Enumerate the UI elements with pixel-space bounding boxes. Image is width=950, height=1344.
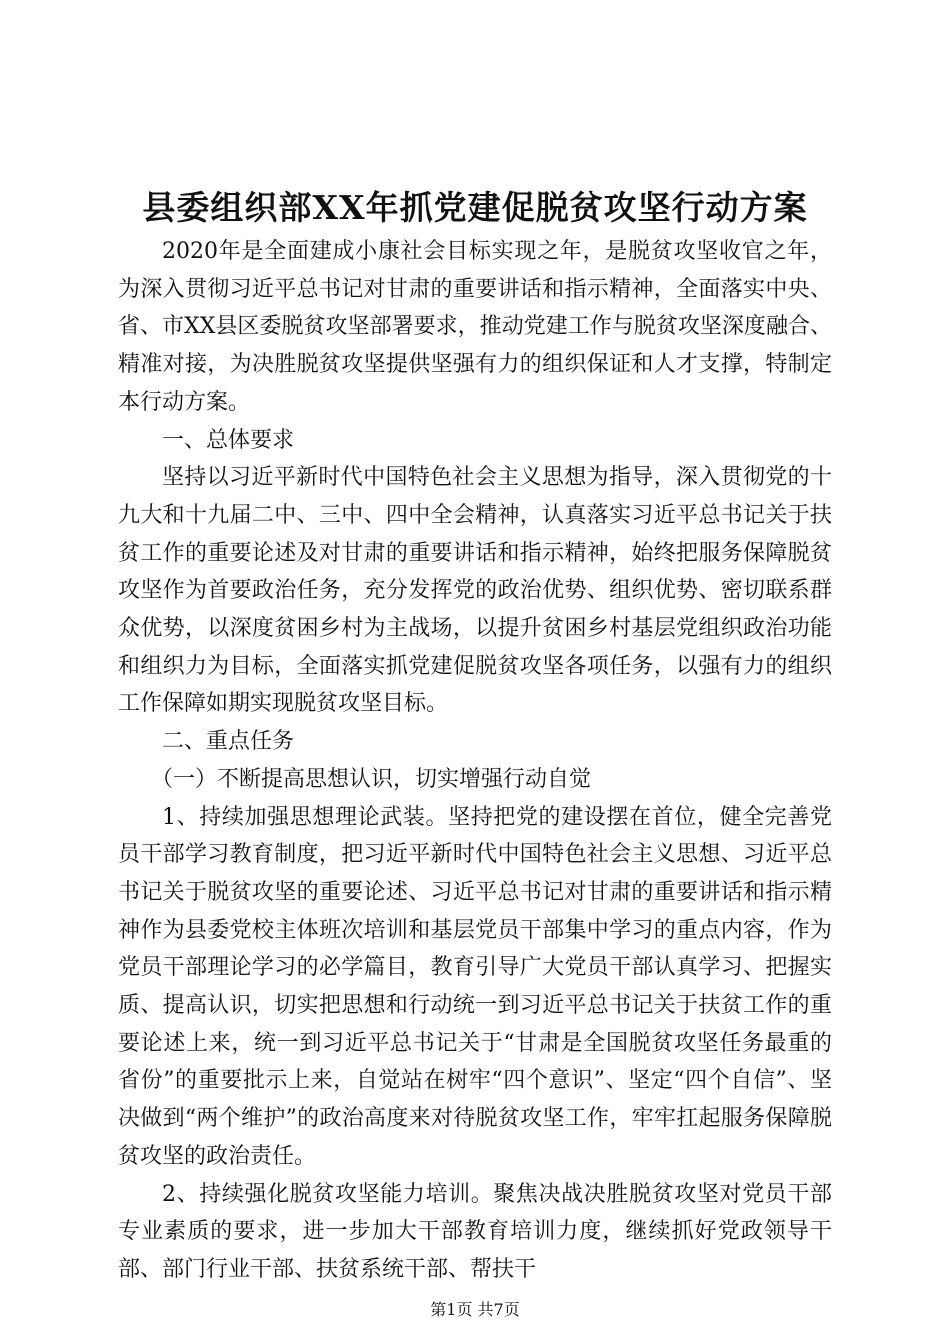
- section-heading-general-requirements: 一、总体要求: [162, 427, 295, 453]
- intro-paragraph: 2020年是全面建成小康社会目标实现之年，是脱贫攻坚收官之年，为深入贯彻习近平总书记对甘肃的重要讲话和指示精神，全面落实中央、省、市XX县区委脱贫攻坚部署要求，推动党建工作与脱贫攻坚深度融合、精准对接，为决胜脱贫攻坚提供坚强有力的组织保证和人才支撑，特制定本行动方案。: [118, 239, 832, 415]
- task-2-paragraph: 2、持续强化脱贫攻坚能力培训。聚焦决战决胜脱贫攻坚对党员干部专业素质的要求，进一步加大干部教育培训力度，继续抓好党政领导干部、部门行业干部、扶贫系统干部、帮扶干: [118, 1181, 832, 1282]
- task-1-paragraph: 1、持续加强思想理论武装。坚持把党的建设摆在首位，健全完善党员干部学习教育制度，把习近平新时代中国特色社会主义思想、习近平总书记关于脱贫攻坚的重要论述、习近平总书记对甘肃的重要讲话和指示精神作为县委党校主体班次培训和基层党员干部集中学习的重点内容，作为党员干部理论学习的必学篇目，教育引导广大党员干部认真学习、把握实质、提高认识，切实把思想和行动统一到习近平总书记关于扶贫工作的重要论述上来，统一到习近平总书记关于“甘肃是全国脱贫攻坚任务最重的省份”的重要批示上来，自觉站在树牢“四个意识”、坚定“四个自信”、坚决做到“两个维护”的政治高度来对待脱贫攻坚工作，牢牢扛起服务保障脱贫攻坚的政治责任。: [118, 804, 832, 1169]
- subsection-heading-1: （一）不断提高思想认识，切实增强行动自觉: [151, 766, 592, 792]
- general-requirements-paragraph: 坚持以习近平新时代中国特色社会主义思想为指导，深入贯彻党的十九大和十九届二中、三中、四中全会精神，认真落实习近平总书记关于扶贫工作的重要论述及对甘肃的重要讲话和指示精神，始终把服务保障脱贫攻坚作为首要政治任务，充分发挥党的政治优势、组织优势、密切联系群众优势，以深度贫困乡村为主战场，以提升贫困乡村基层党组织政治功能和组织力为目标，全面落实抓党建促脱贫攻坚各项任务，以强有力的组织工作保障如期实现脱贫攻坚目标。: [118, 465, 832, 717]
- section-heading-key-tasks: 二、重点任务: [162, 729, 295, 755]
- document-body: [118, 233, 832, 1289]
- page-footer: 第1页 共7页: [430, 1300, 520, 1319]
- document-title: 县委组织部XX年抓党建促脱贫攻坚行动方案: [142, 188, 808, 227]
